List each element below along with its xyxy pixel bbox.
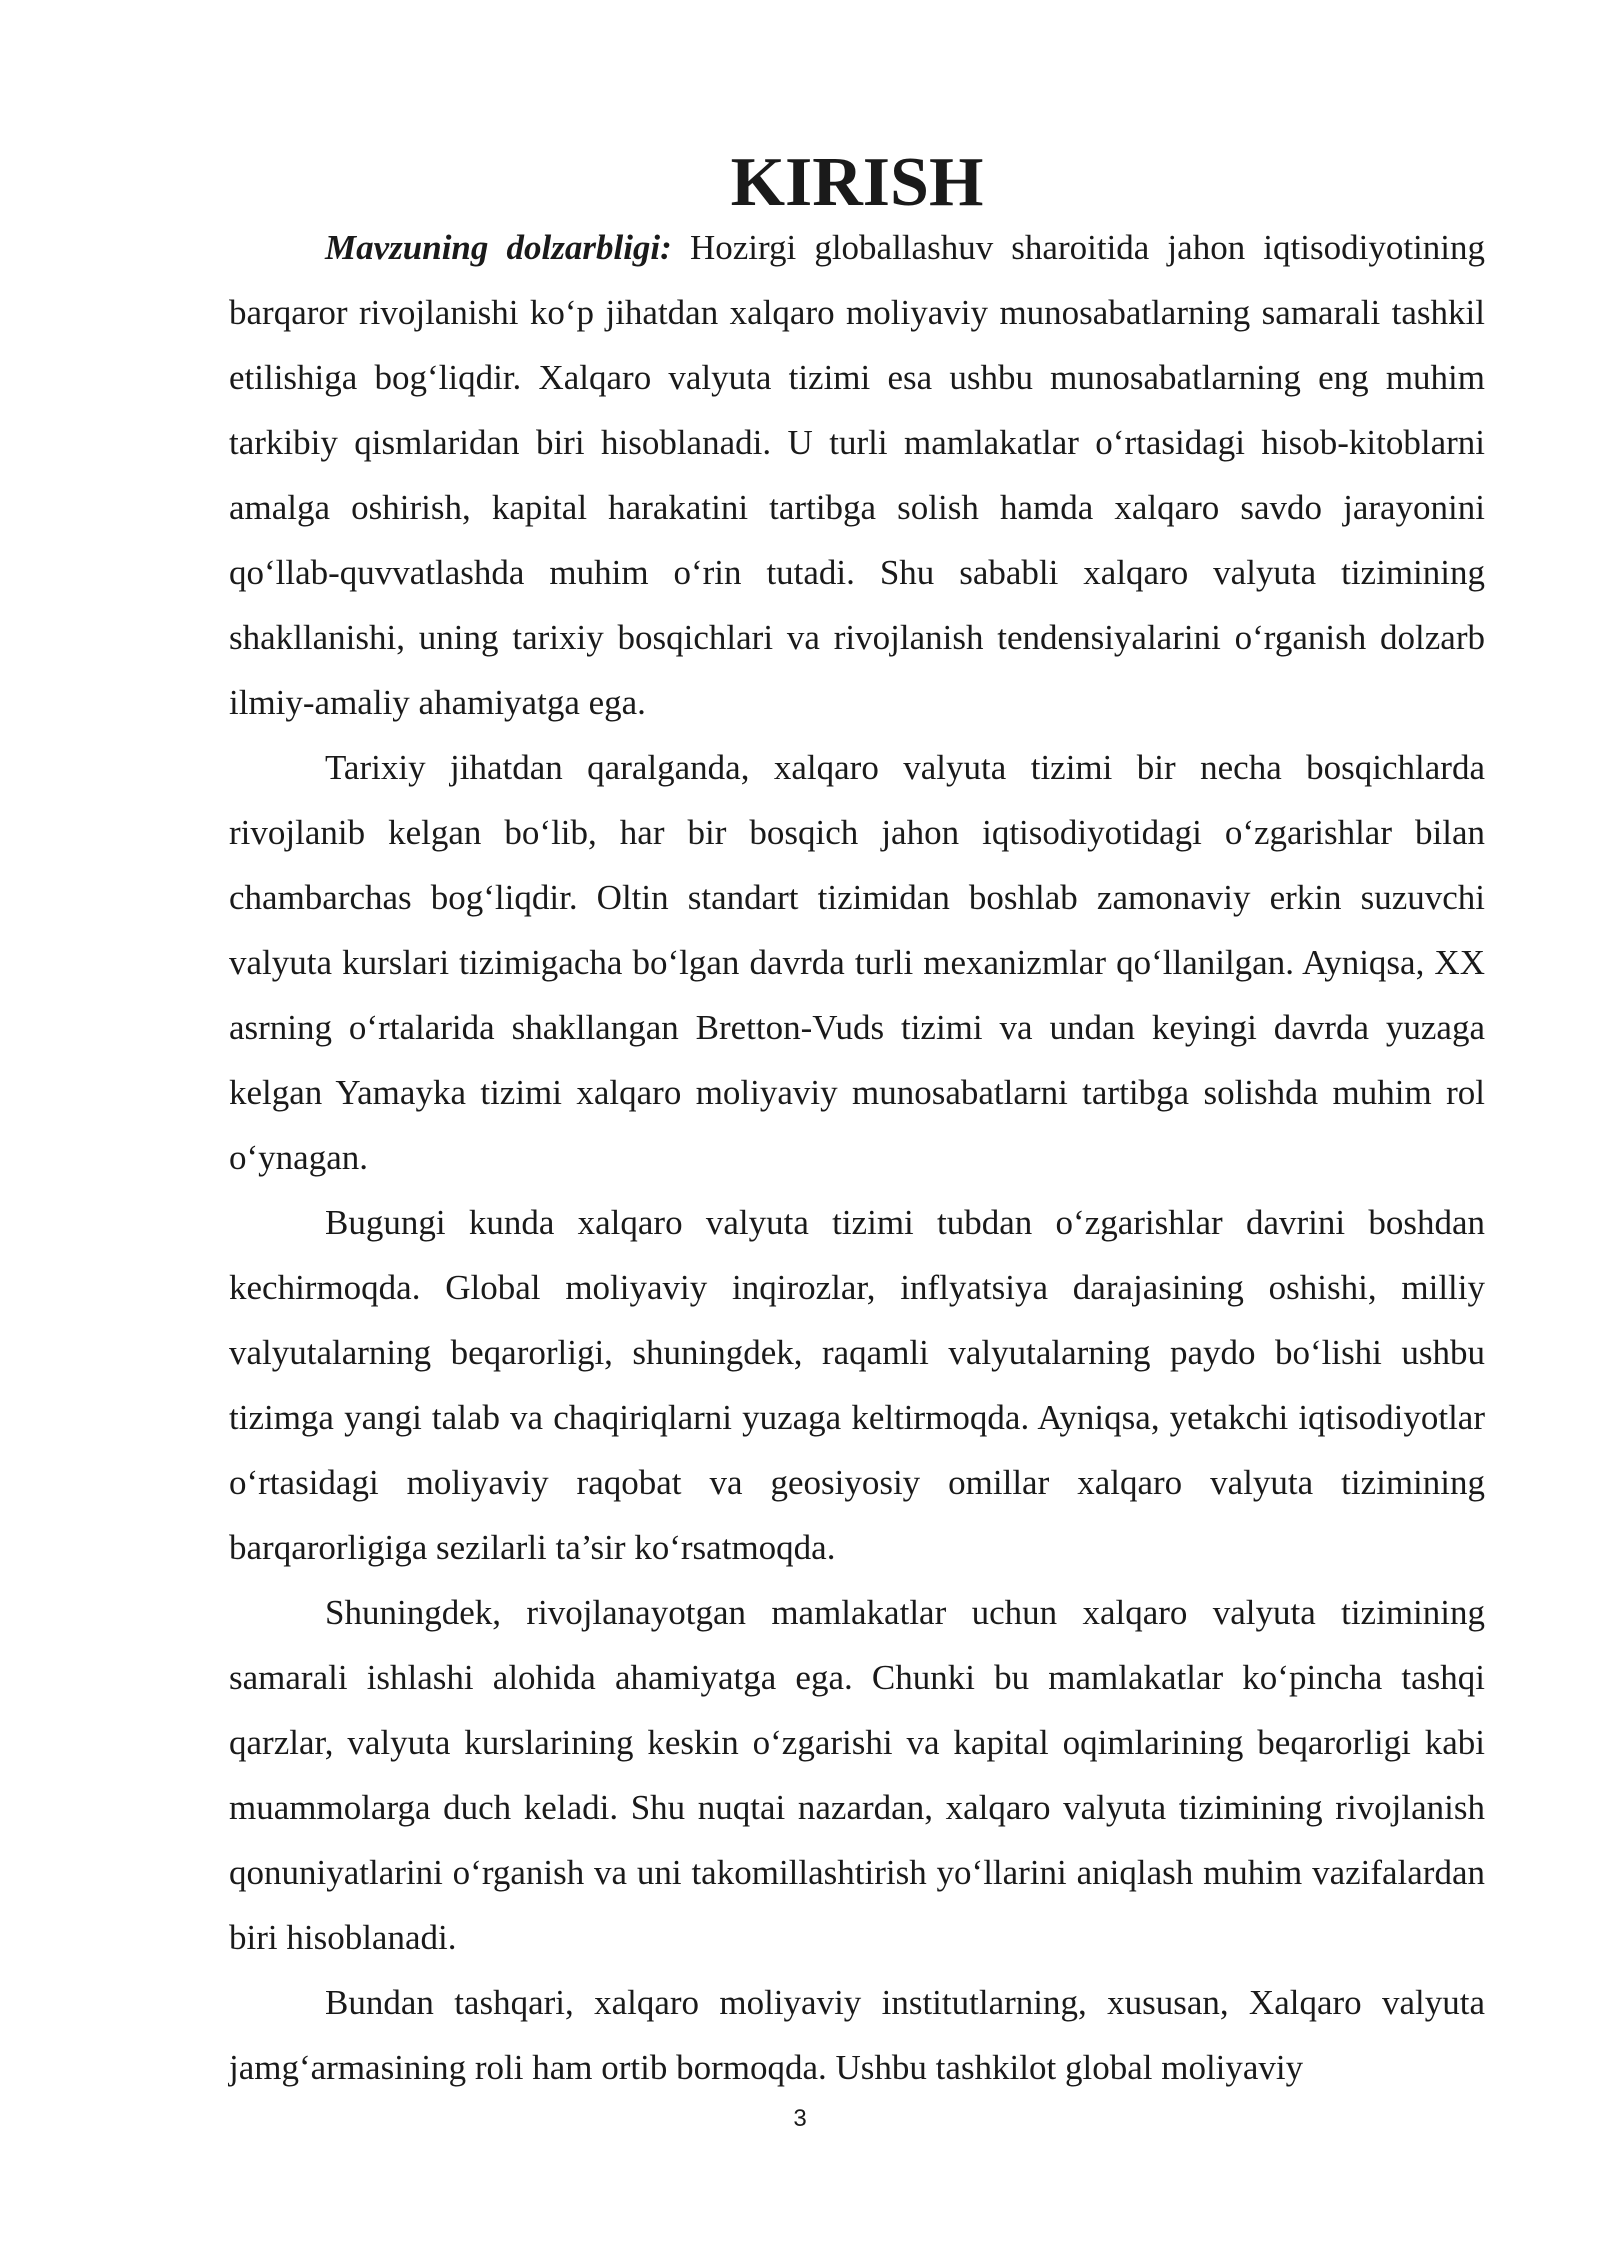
- paragraph-current-changes: Bugungi kunda xalqaro valyuta tizimi tubdan o‘zgarishlar davrini boshdan kechirmoqda. Global moliyaviy inqirozlar, inflyatsiya darajasining oshishi, milliy valyutalarning beqarorligi, shuningdek, raqamli valyutalarning paydo bo‘lishi ushbu tizimga yangi talab va chaqiriqlarni yuzaga keltirmoqda. Ayniqsa, yetakchi iqtisodiyotlar o‘rtasidagi moliyaviy raqobat va geosiyosiy omillar xalqaro valyuta tizimining barqarorligiga sezilarli ta’sir ko‘rsatmoqda.: [229, 1203, 1485, 1567]
- paragraph-lead: Mavzuning dolzarbligi:: [325, 228, 672, 267]
- paragraph-relevance: [229, 215, 1485, 735]
- page-title: KIRISH: [730, 144, 984, 221]
- paragraph-text: Hozirgi globallashuv sharoitida jahon iqtisodiyotining barqaror rivojlanishi ko‘p jihatdan xalqaro moliyaviy munosabatlarning samarali tashkil etilishiga bog‘liqdir. Xalqaro valyuta tizimi esa ushbu munosabatlarning eng muhim tarkibiy qismlaridan biri hisoblanadi. U turli mamlakatlar o‘rtasidagi hisob-kitoblarni amalga oshirish, kapital harakatini tartibga solish hamda xalqaro savdo jarayonini qo‘llab-quvvatlashda muhim o‘rin tutadi. Shu sababli xalqaro valyuta tizimining shakllanishi, uning tarixiy bosqichlari va rivojlanish tendensiyalarini o‘rganish dolzarb ilmiy-amaliy ahamiyatga ega.: [229, 228, 1485, 722]
- paragraph-history: Tarixiy jihatdan qaralganda, xalqaro valyuta tizimi bir necha bosqichlarda rivojlanib kelgan bo‘lib, har bir bosqich jahon iqtisodiyotidagi o‘zgarishlar bilan chambarchas bog‘liqdir. Oltin standart tizimidan boshlab zamonaviy erkin suzuvchi valyuta kurslari tizimigacha bo‘lgan davrda turli mexanizmlar qo‘llanilgan. Ayniqsa, XX asrning o‘rtalarida shakllangan Bretton-Vuds tizimi va undan keyingi davrda yuzaga kelgan Yamayka tizimi xalqaro moliyaviy munosabatlarni tartibga solishda muhim rol o‘ynagan.: [229, 748, 1485, 1177]
- paragraph-institutions: Bundan tashqari, xalqaro moliyaviy institutlarning, xususan, Xalqaro valyuta jamg‘armasining roli ham ortib bormoqda. Ushbu tashkilot global moliyaviy: [229, 1983, 1485, 2087]
- page-body: [229, 144, 1485, 2100]
- paragraph-developing-countries: Shuningdek, rivojlanayotgan mamlakatlar uchun xalqaro valyuta tizimining samarali ishlashi alohida ahamiyatga ega. Chunki bu mamlakatlar ko‘pincha tashqi qarzlar, valyuta kurslarining keskin o‘zgarishi va kapital oqimlarining beqarorligi kabi muammolarga duch keladi. Shu nuqtai nazardan, xalqaro valyuta tizimining rivojlanish qonuniyatlarini o‘rganish va uni takomillashtirish yo‘llarini aniqlash muhim vazifalardan biri hisoblanadi.: [229, 1593, 1485, 1957]
- page-number: 3: [793, 2105, 807, 2132]
